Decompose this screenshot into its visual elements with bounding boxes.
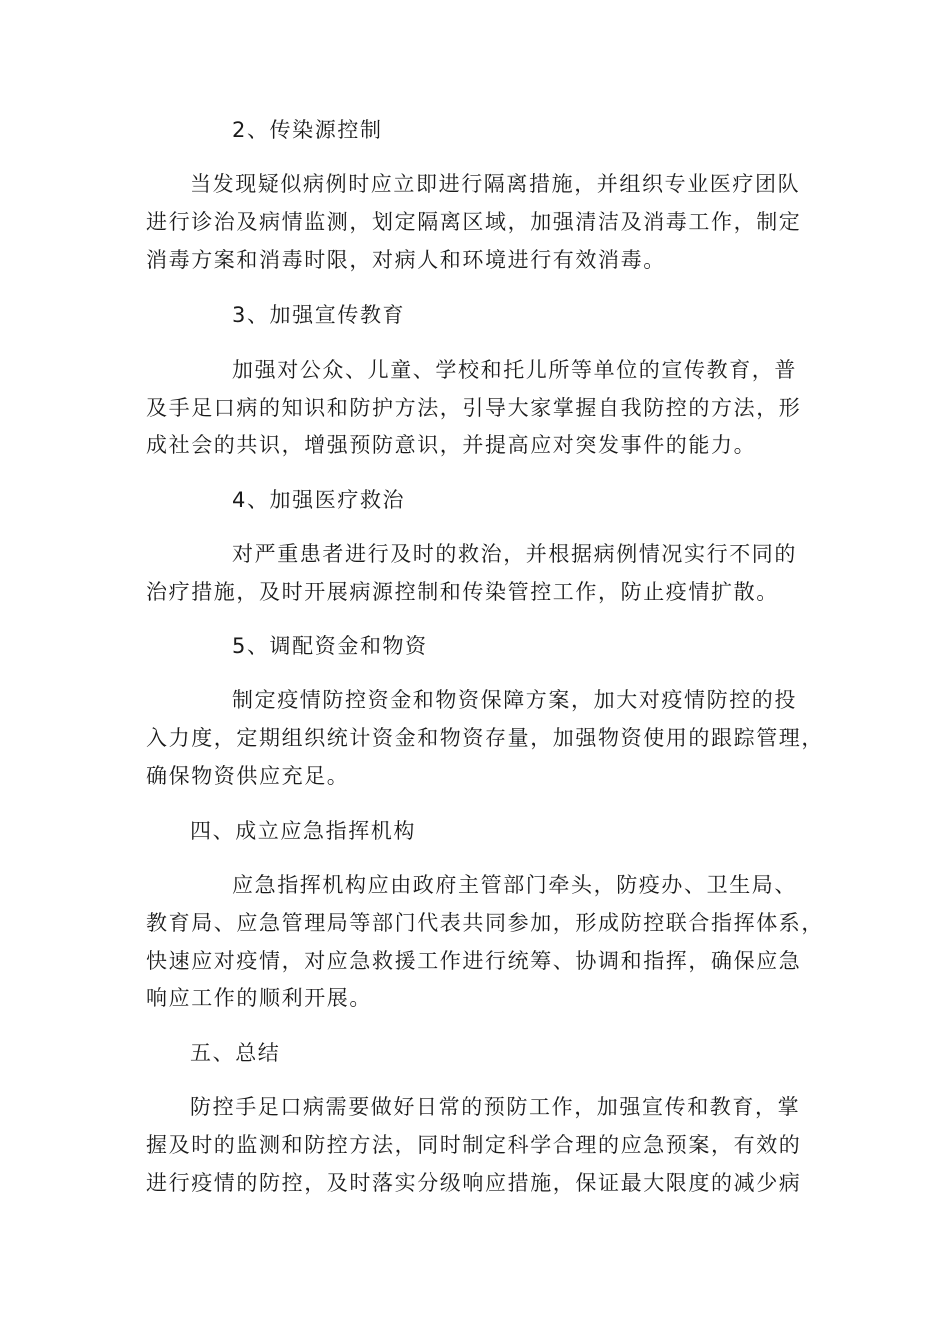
paragraph-line: 应急指挥机构应由政府主管部门牵头，防疫办、卫生局、 xyxy=(232,873,797,897)
paragraph-line: 握及时的监测和防控方法，同时制定科学合理的应急预案，有效的 xyxy=(146,1133,802,1157)
paragraph-line: 进行诊治及病情监测，划定隔离区域，加强清洁及消毒工作，制定 xyxy=(146,210,802,234)
paragraph-line: 加强对公众、儿童、学校和托儿所等单位的宣传教育，普 xyxy=(232,358,797,382)
paragraph-line: 对严重患者进行及时的救治，并根据病例情况实行不同的 xyxy=(232,542,797,566)
paragraph-line: 入力度，定期组织统计资金和物资存量，加强物资使用的跟踪管理， xyxy=(146,726,824,750)
paragraph-line: 进行疫情的防控，及时落实分级响应措施，保证最大限度的减少病 xyxy=(146,1171,802,1195)
paragraph-line: 教育局、应急管理局等部门代表共同参加，形成防控联合指挥体系， xyxy=(146,911,824,935)
section-heading: 五、总结 xyxy=(190,1041,281,1065)
paragraph-line: 及手足口病的知识和防护方法，引导大家掌握自我防控的方法，形 xyxy=(146,396,802,420)
paragraph-line: 响应工作的顺利开展。 xyxy=(146,986,372,1010)
section-heading: 5、调配资金和物资 xyxy=(232,634,428,658)
section-heading: 四、成立应急指挥机构 xyxy=(190,819,416,843)
section-heading: 4、加强医疗救治 xyxy=(232,488,406,512)
paragraph-line: 治疗措施，及时开展病源控制和传染管控工作，防止疫情扩散。 xyxy=(146,580,779,604)
paragraph-line: 制定疫情防控资金和物资保障方案，加大对疫情防控的投 xyxy=(232,688,797,712)
paragraph-line: 消毒方案和消毒时限，对病人和环境进行有效消毒。 xyxy=(146,248,666,272)
paragraph-line: 当发现疑似病例时应立即进行隔离措施，并组织专业医疗团队 xyxy=(190,172,801,196)
paragraph-line: 防控手足口病需要做好日常的预防工作，加强宣传和教育，掌 xyxy=(190,1095,801,1119)
paragraph-line: 成社会的共识，增强预防意识，并提高应对突发事件的能力。 xyxy=(146,433,757,457)
paragraph-line: 快速应对疫情，对应急救援工作进行统筹、协调和指挥，确保应急 xyxy=(146,949,802,973)
section-heading: 3、加强宣传教育 xyxy=(232,303,406,327)
section-heading: 2、传染源控制 xyxy=(232,118,383,142)
paragraph-line: 确保物资供应充足。 xyxy=(146,764,350,788)
